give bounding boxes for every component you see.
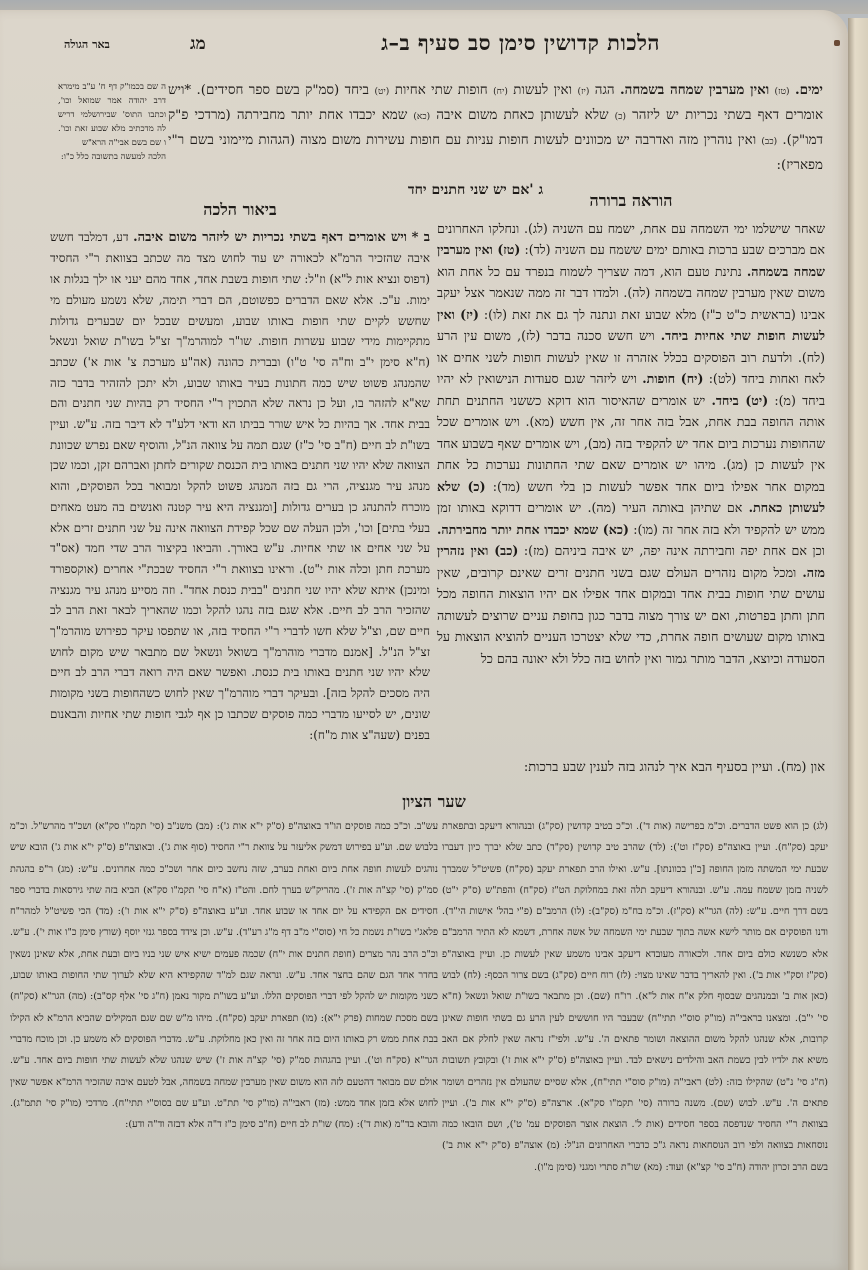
page-number: מג — [190, 34, 206, 54]
mishnah-berurah-heading: הוראה ברורה — [589, 191, 673, 210]
biur-halacha-heading: ביאור הלכה — [203, 200, 277, 219]
seif-gimel-heading: ג 'אם יש שני חתנים יחד — [407, 182, 544, 198]
running-header — [60, 28, 780, 58]
biur-halacha-column: ביאור הלכה ב * ויש אומרים דאף בשתי נכריות יש ליזהר משום איבה. דע, דמלבד חשש איבה שהזכיר הרמ"א לכאורה יש עוד לחוש מצד מה שכתב בצוואת ר"י החסיד (דפוס ונציא אות ל"א) וז"ל: שתי חופות בשבת אחד, אחד מהם יעני או ילך בגלות או ימות. ע"כ. אלא שאם הדברים כפשוטם, הם דברי תימה, שלא נשמע מעולם מי שחשש לקיים שתי חופות באותו שבוע, ומעשים שבכל יום שבערים גדולות מתקיימות מידי שבוע עשרות חופות. שו"ר למוהרמ"ך זצ"ל בשו"ת שואל ונשאל (ח"א סימן י"ב וח"ה סי' ט"ו) ובברית כהונה (אה"ע מערכת צ' אות א') שכתב שהמנהג פשוט שיש כמה חתונות בעיר באותו שבוע, ולא יתכן להזהיר בדבר כזה שא"א להזהר בו, ועל כן נראה שלא התכוין ר"י החסיד רק בהיות שני חתנים והם בבית אחד. אך בהיות כל איש שורר בביתו הא ודאי דלע"ד לא דיבר בזה. ע"ש. ועיין בשו"ת לב חיים (ח"ב סי' כ"ז) שגם תמה על צוואה הנ"ל, והוסיף שאם נפרש שכוונת הצוואה שלא יהיו שני חתנים באותו בית הכנסת שקורים לחתן ואברהם זקן, וכמו שכן מנהג עיר מגנציה, הרי גם בזה המנהג פשוט להקל ומבואר בכל הפוסקים, והוא מוכרח להתנהג כן בערים גדולות [ומגנציה היא עיר קטנה ואנשים בה מעט מאחים בעלי בתים] וכו', ולכן העלה שם שכל קפידת הצוואה אינה על שני חתנים זרים אלא על שני אחים או שתי אחיות. ע"ש באורך. והביאו בקיצור הרב שדי חמד (אס"ד מערכת חתן וכלה אות י"ט). וראינו בצוואת ר"י החסיד שבכת"י אחרים (אוקספורד ומינכן) איתא שלא יהיו שני חתנים "בבית כנסת אחד". וזה מסייע מנהג עיר מגנציה שהזכיר הרב לב חיים. אלא שגם בזה נהגו להקל וכמו שהאריך לבאר זאת הרב לב חיים שם, וצ"ל שלא חשו לדברי ר"י החסיד בזה, או שתפסו עיקר כפירוש מוהרמ"ך זצ"ל הנ"ל. [אמנם מדברי מוהרמ"ך בשואל ונשאל שם מתבאר שיש מקום לחוש שלא יהיו שני חתנים באותו בית כנסת. ואפשר שאם היה רואה דברי הרב לב חיים היה מסכים להקל בזה]. ובעיקר דברי מוהרמ"ך שאין לחוש כשהחופות בשני מקומות שונים, יש לסייעו מדברי כמה פוסקים שכתבו כן אף לגבי חופות שתי אחיות והבאנום בפנים (שעה"צ אות מ"ח): — [50, 200, 431, 742]
beer-hagolah-label: באר הגולה — [64, 38, 110, 51]
mishnah-berurah-closing-line: און (מח). ועיין בסעיף הבא איך לנהוג בזה לענין שבע ברכות: — [523, 760, 825, 775]
shaar-hatziyun-heading: שער הציון — [402, 792, 466, 811]
beer-hagolah-sidebar: ה שם בכמו"ק דף ח' ע"ב מימרא דרב יהודה אמר שמואל וכו', וכתבו התוס' שבירושלמי דריש לה מדכתיב מלא שבוע זאת וכו'. ו שם בשם אבי"ה הרא"ש הלכה למעשה בתשובה כלל כ"ו: — [58, 82, 166, 162]
shaar-hatziyun-right-column: (לג) כן הוא פשט הדברים. וכ"מ בפרישה (אות ד'). וכ"כ בטיב קדושין (סק"ג) ובנהורא דיעקב ובתפארת יעקב (סק"ח). ועיין באוצה"פ (סק"ז וט'): (לד) שהרב טיב קדושין (סק"ד) כתב שלא יברך כיון דעברו שבעת ימי המשתה מזמן החופה [כ"ן בכוונתו]. ע"ש. ואילו הרב תפארת יעקב (סק"ח) פשיט"ל שמברך לשניה בזמן ששמח עמה. ע"ש. ובנהורא דיעקב תלה זאת במחלוקת הט"ז (סק"ח) והפת"ש (ס"ק י"ט) בשם דרך חיים. ע"ש: (לה) הגר"א (סק"ז). וכ"מ בח"מ (סק"ב): (לו) הרמב"ם (פ"י בהל' אישות הי"ד). ודנו הפוסקים אם מותר לישא אשה בתוך שבעת ימי השמחה של אשה אחרת, דשמא לא התיר הרמב"ם אלא כשנשא כולם ביום אחד. ולכאורה מעובדא דיעקב אבינו משמע שאין לעשות כן. ועיין באוצה"פ (סק"ז וסק"י אות ב'). ואין להאריך בדבר שאינו מצוי: (לז) רוח חיים (סק"ג) בשם צרור הכסף: (לח) לבוש (כאן אות ב' ובמנהגים שבסוף חלק א"ח אות ל"א). רו"ח (שם). וכן מתבאר בשו"ת שואל ונשאל (ח"א סי' י"ב). ומצאנו בראבי"ה (מו"ק סוס"י תתי"ח) שבעבר היו חוששים לעין הרע גם בשתי חופות שאינן קרובות, אלא שנהגו להקל משום ההוצאה ושומר פתאים ה'. ע"ש. ולפי"ז נראה שאין לחלק אם האב משיא את ילדיו לבין כשמת האב והילדים נישאים לבד. ועיין באוצה"פ (ס"ק י"א אות ז') ובקובץ תשובות (ח"ג סי' נ"ט) שהקילו בזה: (לט) ראבי"ה (מו"ק סוס"י תתי"ח), אלא שסיים שהעולם אין נזהרים ושומר פתאים ה'. ע"ש. לבוש (שם). משנה ברורה (סי' תקמ"ו סק"א). ארצה"פ (ס"ק י"א אות ב'). ועיין בצוואת ר"י החסיד שנדפסה בספר חסידים (אות ל'. הוצאת אוצר הפוסקים עמ' ט'), ושם הובאו כמה נוסחאות בצוואה ולפי רוב הנוסחאות נראה ג"כ כדברי האחרונים הנ"ל: (מ) אוצה"פ (ס"ק י"א אות ב') בשם הרב זכרון יהודה (ח"ב סי' קצ"א) ועוד: (מא) שו"ת סתרי ומגני (סימן מ"ו). — [442, 821, 828, 1173]
page-corner-mark — [834, 40, 840, 46]
shaar-hatziyun-left-column: עש"ב. וכ"כ כמה פוסקים הו"ד באוצה"פ (ס"ק י"א אות ג'): (מב) משנ"ב (סי' תקמ"ו סק"א) ושכ"ד מהרש"ל. וכ"מ בלבוש שם. וע"ע בפירוש דמשק אליעזר על צוואת ר"י החסיד (סוף אות ג'). ובאוצה"פ (ס"ק י"א אות ג') הובא שיש נוהגים לעשות חופה אחת ביום ואחת בערב, שזה נחשב כיום אחר ושכ"כ כמה אחרונים. ע"ש: (מג) ר"פ בהגהת סמ"ק (סי' קצ"ה אות ז'). מהריק"ש בערך לחם. והט"ז (א"ח סי' תקמ"ו סק"א) הביא בזה שתי גירסאות בדברי ספר חסידים אם הקפידא על יום אחד או שבוע אחד. וע"ע באוצה"פ (ס"ק י"א אות ו'): (מד) הכי פשיט"ל למהר"ח פלאג'י בשו"ת נשמת כל חי (סוס"י מ"ב דף מ"ג רע"ד). ע"ש. וכן צידד בספר גנזי יוסף (שורץ סימן כ"ו אות י'). ע"ש. וכ"כ הרב נהר מצרים (חופת חתנים אות י"ח) שכמה פעמים ישיא איש שני בניו ביום ובעת אחת, אלא שאינן נשאין בחדר אחד הגם שהם בחצר אחד. ע"ש. ונראה שגם למ"ד שהקפידא היא שלא לערוך שתי החופות באותו שבוע, כשני מקומות יש להקל לפי דברי הפוסקים הללו. וע"ע בשו"ת מקור נאמן (ח"ג סי' אלף קס"ב): (מה) הגר"א (סק"ח) בשם מסכת שמחות (פרק י"א): (מו) תפארת יעקב (סק"ח). מיהו מ"ש שם שגם המקילים שהביא הרמ"א לא הקילו בבת אחת ממש רק באותו היום בזה אחר זה ואין כאן מחלוקת. ע"ש. מדברי הפוסקים לא משמע כן. וכן מוכח מדברי הגר"א (סק"ח וט'). ועיין בהגהות סמ"ק (סי' קצ"ה אות ז') שיש שנהגו שלא לעשות שתי חופות ביום אחד. ע"ש. אולם שם מבואר דהטעם לזה הוא משום שאין מערבין שמחה בשמחה, אבל לטעם איבה שהזכיר הרמ"א אפשר שאין לחוש אלא בזמן אחד ממש: (מז) ראבי"ה (מו"ק סי' תת"ט. וע"ע שם בסוס"י תתי"ח). מרדכי (מו"ק סי' תתמ"ג). והובא בד"מ (אות ד'): (מח) שו"ת לב חיים (ח"ב סימן כ"ז ד"ה אלא דבזה וד"ה ודע): — [10, 821, 438, 1131]
mishnah-berurah-column: הוראה ברורה שאחר שישלמו ימי השמחה עם אחת, ישמח עם השניה (לג). ונחלקו האחרונים אם מברכים שבע ברכות באותם ימים ששמח עם השניה (לד): (טז) ואין מערבין שמחה בשמחה. נתינת טעם הוא, דמה שצריך לשמוח בנפרד עם כל אחת הוא משום שאין מערבין שמחה בשמחה (לה). ולמדו דבר זה ממה שנאמר אצל יעקב אבינו (בראשית כ"ט כ"ז) מלא שבוע זאת ונתנה לך גם את זאת (לו): (יז) ואין לעשות חופות שתי אחיות ביחד. ויש חשש סכנה בדבר (לז), משום עין הרע (לח). ולדעת רוב הפוסקים בכלל אזהרה זו שאין לעשות חופות לשני אחים או לאח ואחות ביחד (לט): (יח) חופות. ויש ליזהר שגם סעודות הנישואין לא יהיו ביחד (מ): (יט) ביחד. יש אומרים שהאיסור הוא דוקא כששני החתנים תחת אותה החופה בבת אחת, אבל בזה אחר זה, אין חשש (מא). ויש אומרים שכל שהחופות נערכות ביום אחד יש להקפיד בזה (מב), ויש אומרים שאף בשבוע אחד אין לעשות כן (מג). מיהו יש אומרים שאם שתי החתונות נערכות כל אחת במקום אחר אפילו ביום אחד אפשר לעשות כן בלי חשש (מד): (כ) שלא לעשותן כאחת. אם שתיהן באותה העיר (מה). יש אומרים דדוקא באותו זמן ממש יש להקפיד ולא בזה אחר זה (מו): (כא) שמא יכבדו אחת יותר מחבירתה. וכן אם אחת יפה וחבירתה אינה יפה, יש איבה ביניהם (מז): (כב) ואין נזהרין מזה. ומכל מקום נזהרים העולם שגם בשני חתנים זרים שאינם קרובים, שאין עושים שתי חופות בבית אחד ובמקום אחד אפילו אם יהיו הוצאות החופה מכל חתן וחתן בפרטות, ואם יש צורך מצוה בדבר כגון בחופת עניים שרוצים לעשותה באותו מקום שעושים חופה אחרת, כדי שלא יצטרכו העניים להוציא הוצאות על הסעודה וכיוצא, הדבר מותר גמור ואין לחוש בזה כלל ולא יאונה בהם כל — [437, 191, 826, 666]
shulchan-aruch-text: ימים. (טז) ואין מערבין שמחה בשמחה. הגה (יז) ואין לעשות (יח) חופות שתי אחיות (יט) ביחד (סמ"ק בשם ספר חסידים). *ויש אומרים דאף בשתי נכריות יש ליזהר (כ) שלא לעשותן כאחת משום איבה (כא) שמא יכבדו אחת יותר מחבירתה (מרדכי פ"ק דמו"ק). (כב) ואין נוהרין מזה ואדרבה יש מכוונים לעשות חופות עניות עם חופות עשירות משום מצוה (הגהות מיימוני בשם ר"י מפאריז): ג 'אם יש שני חתנים יחד — [168, 78, 823, 202]
page-title: הלכות קדושין סימן סב סעיף ב–ג — [381, 30, 660, 55]
next-page-edge — [848, 18, 868, 1270]
